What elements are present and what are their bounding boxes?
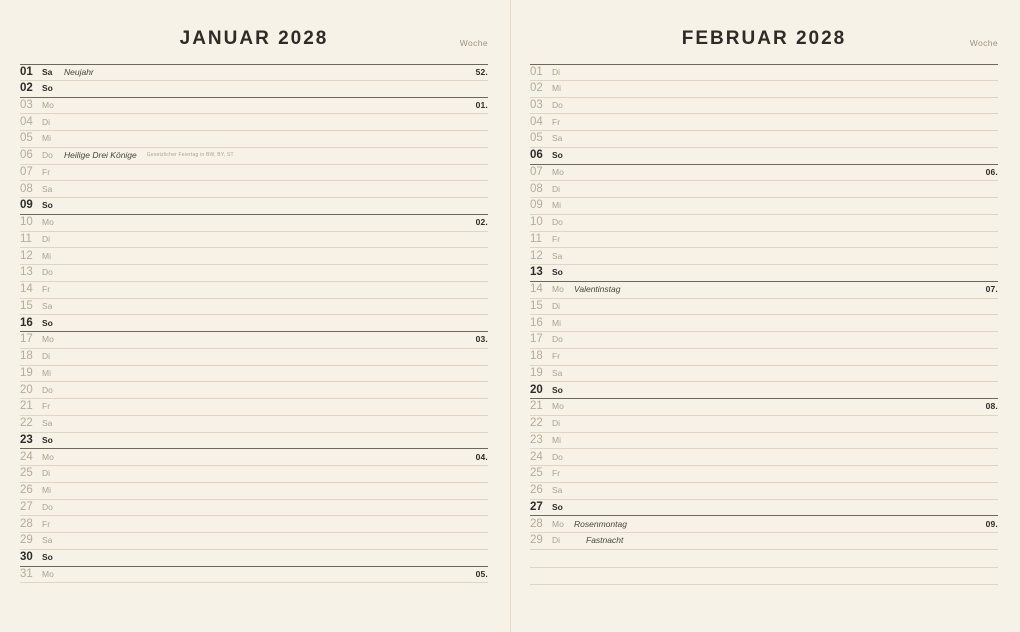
- day-number: 11: [20, 232, 32, 245]
- day-weekday: Mo: [42, 451, 54, 462]
- day-row[interactable]: [530, 232, 998, 249]
- week-number: 07.: [985, 284, 998, 295]
- day-number: 09: [530, 199, 543, 212]
- day-weekday: So: [42, 317, 53, 328]
- day-weekday: Fr: [552, 116, 561, 127]
- day-number: 06: [530, 149, 543, 162]
- day-row[interactable]: [20, 349, 488, 366]
- day-weekday: So: [552, 384, 563, 395]
- day-row[interactable]: [530, 98, 998, 115]
- day-weekday: Mi: [552, 317, 561, 328]
- day-row[interactable]: [530, 165, 998, 182]
- day-weekday: Do: [42, 384, 53, 395]
- day-weekday: Do: [42, 150, 53, 161]
- week-column-label: Woche: [459, 38, 488, 48]
- day-list-january: [20, 64, 488, 583]
- week-column-label: Woche: [969, 38, 998, 48]
- day-number: 08: [530, 182, 543, 195]
- day-row[interactable]: [530, 349, 998, 366]
- day-row[interactable]: [530, 215, 998, 232]
- day-weekday: Do: [42, 501, 53, 512]
- day-weekday: So: [552, 501, 563, 512]
- day-row[interactable]: [530, 81, 998, 98]
- day-number: 09: [20, 199, 33, 212]
- week-number: 04.: [475, 451, 488, 462]
- month-header-january: [20, 0, 488, 62]
- week-number: 02.: [475, 217, 488, 228]
- day-weekday: Fr: [42, 518, 51, 529]
- day-weekday: Mo: [42, 334, 54, 345]
- day-row[interactable]: [530, 449, 998, 466]
- day-note: Rosenmontag: [574, 518, 627, 529]
- day-weekday: Mi: [42, 485, 51, 496]
- day-number: 03: [20, 98, 33, 111]
- day-weekday: Mo: [552, 401, 564, 412]
- day-row[interactable]: [20, 148, 488, 165]
- day-number: 08: [20, 182, 33, 195]
- day-weekday: Di: [552, 66, 561, 77]
- day-weekday: Di: [42, 116, 51, 127]
- day-weekday: Sa: [42, 183, 53, 194]
- day-number: 15: [530, 299, 543, 312]
- day-weekday: Sa: [42, 535, 53, 546]
- day-row[interactable]: [530, 366, 998, 383]
- day-number: 21: [20, 400, 33, 413]
- day-row[interactable]: [20, 165, 488, 182]
- day-weekday: Di: [552, 535, 561, 546]
- day-row[interactable]: [20, 533, 488, 550]
- day-row[interactable]: [530, 282, 998, 299]
- day-row[interactable]: [530, 483, 998, 500]
- week-number: 52.: [475, 66, 488, 77]
- day-weekday: Do: [552, 217, 563, 228]
- day-row[interactable]: [20, 500, 488, 517]
- day-number: 12: [20, 249, 33, 262]
- day-row[interactable]: [530, 148, 998, 165]
- day-weekday: Do: [552, 451, 563, 462]
- day-number: 27: [530, 500, 543, 513]
- day-number: 13: [20, 266, 33, 279]
- week-number: 03.: [475, 334, 488, 345]
- day-number: 24: [20, 450, 33, 463]
- day-number: 22: [530, 417, 543, 430]
- day-number: 14: [20, 283, 33, 296]
- day-number: 23: [20, 433, 33, 446]
- month-header-february: [530, 0, 998, 62]
- day-row[interactable]: [20, 567, 488, 584]
- day-number: 16: [20, 316, 33, 329]
- day-number: 16: [530, 316, 543, 329]
- day-row[interactable]: [20, 433, 488, 450]
- month-title: FEBRUAR 2028: [681, 28, 847, 49]
- day-weekday: Fr: [42, 401, 51, 412]
- day-number: 05: [20, 132, 33, 145]
- day-row[interactable]: [20, 366, 488, 383]
- day-weekday: Mi: [42, 133, 51, 144]
- day-number: 26: [20, 484, 33, 497]
- day-weekday: Fr: [42, 166, 51, 177]
- day-row[interactable]: [20, 232, 488, 249]
- day-row[interactable]: [530, 382, 998, 399]
- day-number: 06: [20, 149, 33, 162]
- day-weekday: Mi: [552, 200, 561, 211]
- day-number: 12: [530, 249, 543, 262]
- day-weekday: Sa: [552, 485, 563, 496]
- day-number: 13: [530, 266, 543, 279]
- day-weekday: Di: [552, 300, 561, 311]
- day-row[interactable]: [20, 449, 488, 466]
- day-weekday: So: [552, 150, 563, 161]
- day-row[interactable]: [530, 248, 998, 265]
- day-row[interactable]: [530, 399, 998, 416]
- day-number: 01: [20, 65, 33, 78]
- day-number: 11: [530, 232, 542, 245]
- day-row[interactable]: [530, 198, 998, 215]
- day-number: 25: [530, 467, 543, 480]
- day-weekday: Di: [42, 468, 51, 479]
- blank-rule: [530, 568, 998, 586]
- week-number: 06.: [985, 166, 998, 177]
- day-weekday: Fr: [552, 351, 561, 362]
- day-number: 05: [530, 132, 543, 145]
- day-row[interactable]: [20, 114, 488, 131]
- day-weekday: So: [42, 83, 53, 94]
- day-weekday: Sa: [552, 367, 563, 378]
- day-row[interactable]: [20, 382, 488, 399]
- day-row[interactable]: [530, 265, 998, 282]
- day-number: 18: [530, 350, 543, 363]
- month-title: JANUAR 2028: [179, 28, 329, 49]
- day-number: 17: [530, 333, 543, 346]
- day-number: 10: [20, 216, 33, 229]
- day-weekday: Do: [552, 99, 563, 110]
- day-number: 19: [20, 366, 33, 379]
- week-number: 08.: [985, 401, 998, 412]
- day-number: 07: [20, 165, 33, 178]
- day-row[interactable]: [20, 265, 488, 282]
- day-weekday: Di: [552, 183, 561, 194]
- day-weekday: Mi: [42, 250, 51, 261]
- day-weekday: Mi: [552, 434, 561, 445]
- day-row[interactable]: [20, 181, 488, 198]
- blank-rule: [530, 550, 998, 568]
- day-weekday: So: [552, 267, 563, 278]
- day-row[interactable]: [20, 131, 488, 148]
- day-row[interactable]: [530, 315, 998, 332]
- day-number: 20: [530, 383, 543, 396]
- day-number: 04: [20, 115, 33, 128]
- day-number: 29: [530, 534, 543, 547]
- day-row[interactable]: [530, 500, 998, 517]
- day-weekday: Do: [552, 334, 563, 345]
- day-number: 29: [20, 534, 33, 547]
- day-number: 17: [20, 333, 33, 346]
- day-weekday: So: [42, 434, 53, 445]
- day-number: 21: [530, 400, 543, 413]
- day-number: 10: [530, 216, 543, 229]
- day-weekday: Mo: [552, 284, 564, 295]
- day-row[interactable]: [20, 81, 488, 98]
- day-weekday: Mi: [42, 367, 51, 378]
- day-number: 23: [530, 433, 543, 446]
- day-weekday: Fr: [552, 233, 561, 244]
- day-row[interactable]: [20, 198, 488, 215]
- day-weekday: Mo: [42, 568, 54, 579]
- day-note-subtext: Gesetzlicher Feiertag in BW, BY, ST: [146, 152, 234, 159]
- day-number: 20: [20, 383, 33, 396]
- day-weekday: Mo: [42, 217, 54, 228]
- day-row[interactable]: [20, 98, 488, 115]
- day-weekday: Mo: [552, 166, 564, 177]
- day-row[interactable]: [20, 248, 488, 265]
- day-row[interactable]: [20, 550, 488, 567]
- day-weekday: Di: [42, 351, 51, 362]
- day-note: Valentinstag: [574, 284, 621, 295]
- day-note: Heilige Drei Könige: [64, 150, 137, 161]
- day-number: 07: [530, 165, 543, 178]
- week-number: 01.: [475, 99, 488, 110]
- day-number: 22: [20, 417, 33, 430]
- day-number: 24: [530, 450, 543, 463]
- day-row[interactable]: [530, 299, 998, 316]
- day-row[interactable]: [20, 299, 488, 316]
- week-number: 05.: [475, 568, 488, 579]
- day-weekday: Sa: [552, 133, 563, 144]
- day-number: 02: [530, 82, 543, 95]
- day-row[interactable]: [20, 315, 488, 332]
- day-number: 31: [20, 567, 33, 580]
- day-weekday: Mo: [42, 99, 54, 110]
- day-row[interactable]: [20, 516, 488, 533]
- day-number: 01: [530, 65, 543, 78]
- day-row[interactable]: [530, 114, 998, 131]
- day-row[interactable]: [20, 466, 488, 483]
- calendar-page-february: [510, 0, 1020, 632]
- day-weekday: Do: [42, 267, 53, 278]
- day-weekday: Fr: [42, 284, 51, 295]
- day-row[interactable]: [530, 416, 998, 433]
- day-weekday: Mo: [552, 518, 564, 529]
- day-row[interactable]: [530, 332, 998, 349]
- day-row[interactable]: [530, 466, 998, 483]
- day-weekday: Sa: [42, 66, 53, 77]
- day-number: 03: [530, 98, 543, 111]
- day-weekday: Di: [552, 418, 561, 429]
- day-row[interactable]: [530, 131, 998, 148]
- day-row[interactable]: [20, 399, 488, 416]
- day-weekday: Fr: [552, 468, 561, 479]
- day-note: Neujahr: [64, 66, 94, 77]
- day-note: Fastnacht: [586, 535, 624, 546]
- day-number: 30: [20, 551, 33, 564]
- day-row[interactable]: [530, 181, 998, 198]
- day-weekday: Sa: [42, 418, 53, 429]
- day-weekday: Sa: [42, 300, 53, 311]
- day-number: 25: [20, 467, 33, 480]
- day-weekday: Sa: [552, 250, 563, 261]
- day-number: 26: [530, 484, 543, 497]
- day-weekday: Mi: [552, 83, 561, 94]
- day-row[interactable]: [20, 282, 488, 299]
- day-row[interactable]: [530, 533, 998, 550]
- day-number: 19: [530, 366, 543, 379]
- day-row[interactable]: [530, 433, 998, 450]
- day-row[interactable]: [20, 64, 488, 81]
- day-number: 18: [20, 350, 33, 363]
- day-weekday: So: [42, 200, 53, 211]
- day-weekday: So: [42, 552, 53, 563]
- day-row[interactable]: [530, 516, 998, 533]
- day-row[interactable]: [20, 483, 488, 500]
- day-number: 02: [20, 82, 33, 95]
- day-weekday: Di: [42, 233, 51, 244]
- day-row[interactable]: [20, 215, 488, 232]
- day-row[interactable]: [20, 332, 488, 349]
- day-number: 28: [20, 517, 33, 530]
- day-number: 27: [20, 500, 33, 513]
- day-row[interactable]: [530, 64, 998, 81]
- day-number: 14: [530, 283, 543, 296]
- day-row[interactable]: [20, 416, 488, 433]
- day-list-february: [530, 64, 998, 585]
- day-number: 04: [530, 115, 543, 128]
- day-number: 15: [20, 299, 33, 312]
- week-number: 09.: [985, 518, 998, 529]
- day-number: 28: [530, 517, 543, 530]
